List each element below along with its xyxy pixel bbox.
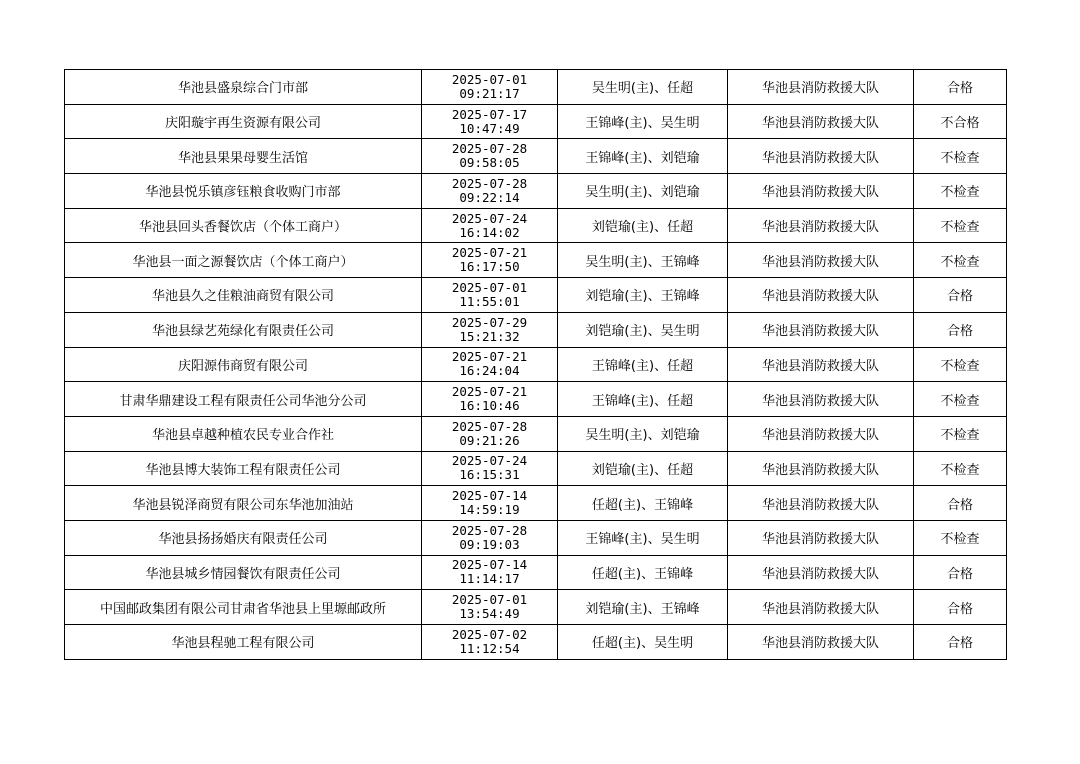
unit-name-cell: 中国邮政集团有限公司甘肃省华池县上里塬邮政所 (65, 590, 422, 625)
result-cell: 不检查 (914, 139, 1007, 174)
unit-name-cell: 庆阳璇宇再生资源有限公司 (65, 104, 422, 139)
unit-name-cell: 华池县锐泽商贸有限公司东华池加油站 (65, 486, 422, 521)
table-row (65, 312, 1007, 347)
inspectors-cell: 刘铠瑜(主)、王锦峰 (558, 590, 728, 625)
department-cell: 华池县消防救援大队 (728, 520, 914, 555)
table-row (65, 486, 1007, 521)
department-cell: 华池县消防救援大队 (728, 416, 914, 451)
inspection-time-cell (422, 625, 558, 660)
result-cell: 合格 (914, 486, 1007, 521)
inspection-clock-time: 16:10:46 (459, 398, 520, 414)
result-cell: 合格 (914, 590, 1007, 625)
unit-name-cell: 华池县城乡情园餐饮有限责任公司 (65, 555, 422, 590)
department-cell: 华池县消防救援大队 (728, 139, 914, 174)
inspection-clock-time: 11:14:17 (459, 571, 520, 587)
inspection-time-cell (422, 486, 558, 521)
inspection-clock-time: 13:54:49 (459, 606, 520, 622)
inspectors-cell: 吴生明(主)、刘铠瑜 (558, 416, 728, 451)
result-cell: 合格 (914, 555, 1007, 590)
department-cell: 华池县消防救援大队 (728, 555, 914, 590)
inspection-clock-time: 16:14:02 (459, 224, 520, 240)
unit-name-cell: 华池县绿艺苑绿化有限责任公司 (65, 312, 422, 347)
unit-name-cell: 华池县程驰工程有限公司 (65, 625, 422, 660)
inspection-time-cell (422, 208, 558, 243)
department-cell: 华池县消防救援大队 (728, 243, 914, 278)
inspection-time-cell (422, 243, 558, 278)
inspectors-cell: 刘铠瑜(主)、任超 (558, 451, 728, 486)
inspection-clock-time: 14:59:19 (459, 502, 520, 518)
inspection-clock-time: 09:58:05 (459, 155, 520, 171)
inspection-date: 2025-07-24 (451, 453, 528, 469)
table-row (65, 70, 1007, 105)
inspectors-cell: 王锦峰(主)、任超 (558, 382, 728, 417)
inspection-clock-time: 10:47:49 (459, 120, 520, 136)
inspectors-cell: 吴生明(主)、王锦峰 (558, 243, 728, 278)
result-cell: 不检查 (914, 451, 1007, 486)
inspection-date: 2025-07-01 (451, 71, 528, 87)
inspection-time-cell (422, 139, 558, 174)
inspection-date: 2025-07-21 (451, 245, 528, 261)
inspection-clock-time: 09:21:26 (459, 432, 520, 448)
inspection-date: 2025-07-21 (451, 384, 528, 400)
inspection-clock-time: 09:21:17 (459, 85, 520, 101)
table-row (65, 104, 1007, 139)
inspectors-cell: 任超(主)、王锦峰 (558, 486, 728, 521)
table-row (65, 278, 1007, 313)
unit-name-cell: 庆阳源伟商贸有限公司 (65, 347, 422, 382)
result-cell: 合格 (914, 312, 1007, 347)
table-row (65, 520, 1007, 555)
inspectors-cell: 吴生明(主)、刘铠瑜 (558, 174, 728, 209)
unit-name-cell: 华池县盛泉综合门市部 (65, 70, 422, 105)
unit-name-cell: 华池县卓越种植农民专业合作社 (65, 416, 422, 451)
department-cell: 华池县消防救援大队 (728, 382, 914, 417)
table-row (65, 590, 1007, 625)
department-cell: 华池县消防救援大队 (728, 70, 914, 105)
inspection-time-cell (422, 312, 558, 347)
table-body (65, 70, 1007, 660)
department-cell: 华池县消防救援大队 (728, 486, 914, 521)
inspectors-cell: 刘铠瑜(主)、吴生明 (558, 312, 728, 347)
inspection-time-cell (422, 555, 558, 590)
inspection-time-cell (422, 451, 558, 486)
inspectors-cell: 任超(主)、吴生明 (558, 625, 728, 660)
department-cell: 华池县消防救援大队 (728, 347, 914, 382)
inspection-date: 2025-07-28 (451, 418, 528, 434)
unit-name-cell: 华池县一面之源餐饮店（个体工商户） (65, 243, 422, 278)
result-cell: 合格 (914, 70, 1007, 105)
inspectors-cell: 王锦峰(主)、任超 (558, 347, 728, 382)
result-cell: 不检查 (914, 174, 1007, 209)
inspectors-cell: 吴生明(主)、任超 (558, 70, 728, 105)
table-row (65, 243, 1007, 278)
inspectors-cell: 刘铠瑜(主)、任超 (558, 208, 728, 243)
table-row (65, 347, 1007, 382)
inspection-clock-time: 11:12:54 (459, 640, 520, 656)
inspection-table (64, 69, 1007, 660)
inspection-date: 2025-07-29 (451, 314, 528, 330)
result-cell: 不合格 (914, 104, 1007, 139)
inspection-time-cell (422, 416, 558, 451)
inspection-date: 2025-07-21 (451, 349, 528, 365)
department-cell: 华池县消防救援大队 (728, 174, 914, 209)
table-row (65, 451, 1007, 486)
inspection-clock-time: 16:24:04 (459, 363, 520, 379)
department-cell: 华池县消防救援大队 (728, 451, 914, 486)
table-row (65, 174, 1007, 209)
department-cell: 华池县消防救援大队 (728, 104, 914, 139)
inspection-time-cell (422, 590, 558, 625)
inspection-time-cell (422, 104, 558, 139)
unit-name-cell: 华池县博大装饰工程有限责任公司 (65, 451, 422, 486)
department-cell: 华池县消防救援大队 (728, 590, 914, 625)
inspection-time-cell (422, 278, 558, 313)
result-cell: 不检查 (914, 382, 1007, 417)
inspection-date: 2025-07-02 (451, 626, 528, 642)
inspection-clock-time: 09:22:14 (459, 189, 520, 205)
department-cell: 华池县消防救援大队 (728, 312, 914, 347)
inspectors-cell: 任超(主)、王锦峰 (558, 555, 728, 590)
department-cell: 华池县消防救援大队 (728, 625, 914, 660)
inspection-date: 2025-07-14 (451, 557, 528, 573)
inspection-time-cell (422, 520, 558, 555)
inspection-date: 2025-07-28 (451, 522, 528, 538)
inspection-time-cell (422, 70, 558, 105)
inspection-date: 2025-07-28 (451, 141, 528, 157)
unit-name-cell: 华池县果果母婴生活馆 (65, 139, 422, 174)
department-cell: 华池县消防救援大队 (728, 208, 914, 243)
unit-name-cell: 华池县扬扬婚庆有限责任公司 (65, 520, 422, 555)
inspection-clock-time: 15:21:32 (459, 328, 520, 344)
inspection-date: 2025-07-01 (451, 279, 528, 295)
inspectors-cell: 刘铠瑜(主)、王锦峰 (558, 278, 728, 313)
department-cell: 华池县消防救援大队 (728, 278, 914, 313)
inspection-date: 2025-07-28 (451, 175, 528, 191)
inspection-clock-time: 16:15:31 (459, 467, 520, 483)
result-cell: 不检查 (914, 208, 1007, 243)
table-row (65, 625, 1007, 660)
inspection-date: 2025-07-01 (451, 592, 528, 608)
inspectors-cell: 王锦峰(主)、吴生明 (558, 520, 728, 555)
unit-name-cell: 华池县悦乐镇彦钰粮食收购门市部 (65, 174, 422, 209)
inspection-clock-time: 11:55:01 (459, 293, 520, 309)
unit-name-cell: 华池县久之佳粮油商贸有限公司 (65, 278, 422, 313)
table-row (65, 208, 1007, 243)
inspection-clock-time: 09:19:03 (459, 536, 520, 552)
inspection-clock-time: 16:17:50 (459, 259, 520, 275)
inspectors-cell: 王锦峰(主)、吴生明 (558, 104, 728, 139)
table-row (65, 382, 1007, 417)
table-row (65, 139, 1007, 174)
result-cell: 不检查 (914, 416, 1007, 451)
result-cell: 合格 (914, 278, 1007, 313)
result-cell: 不检查 (914, 520, 1007, 555)
table-row (65, 416, 1007, 451)
unit-name-cell: 华池县回头香餐饮店（个体工商户） (65, 208, 422, 243)
inspection-time-cell (422, 347, 558, 382)
table-row (65, 555, 1007, 590)
result-cell: 不检查 (914, 243, 1007, 278)
inspection-time-cell (422, 382, 558, 417)
inspection-date: 2025-07-17 (451, 106, 528, 122)
result-cell: 合格 (914, 625, 1007, 660)
inspection-date: 2025-07-14 (451, 488, 528, 504)
result-cell: 不检查 (914, 347, 1007, 382)
inspectors-cell: 王锦峰(主)、刘铠瑜 (558, 139, 728, 174)
inspection-date: 2025-07-24 (451, 210, 528, 226)
inspection-time-cell (422, 174, 558, 209)
unit-name-cell: 甘肃华鼎建设工程有限责任公司华池分公司 (65, 382, 422, 417)
